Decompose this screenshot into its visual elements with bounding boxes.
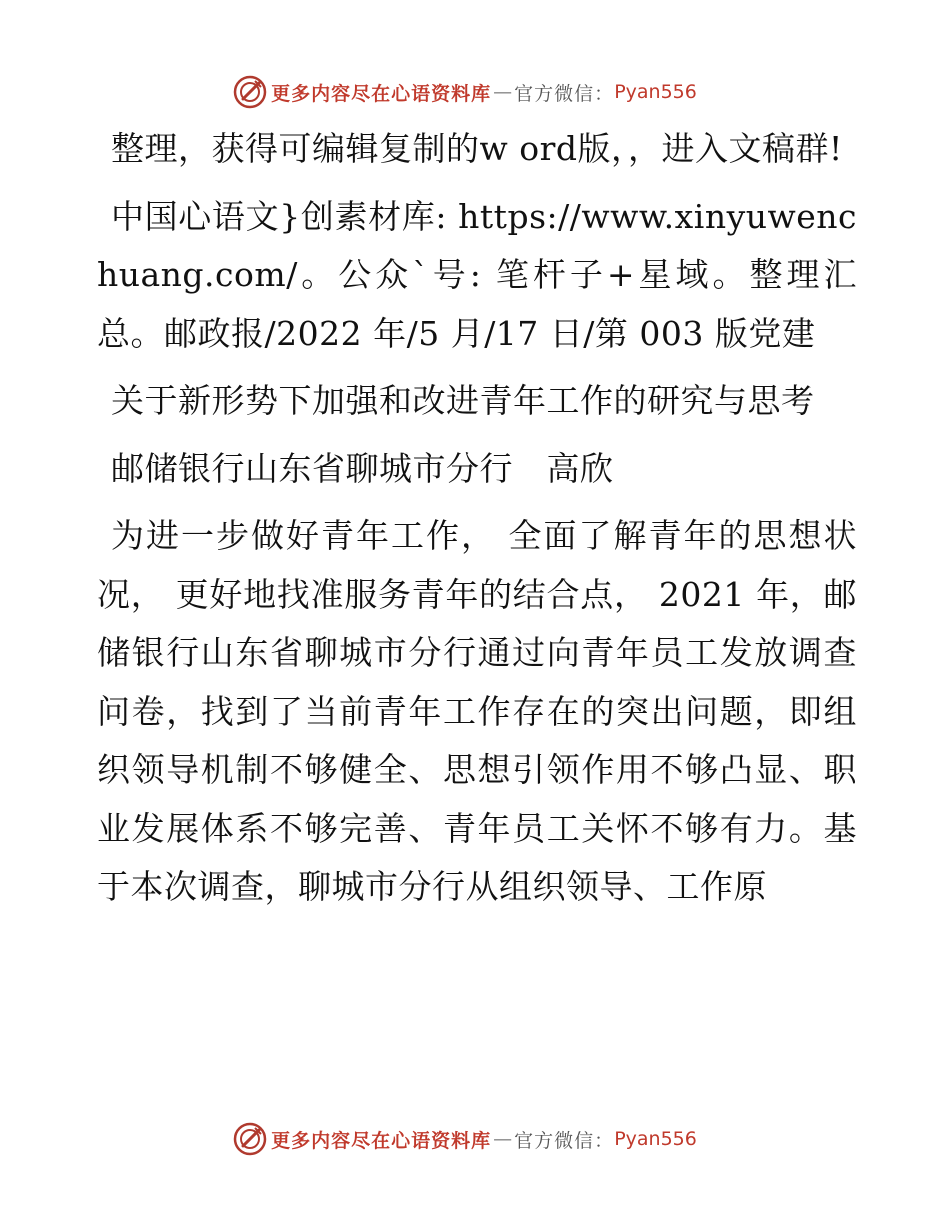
paragraph-note: 整理，获得可编辑复制的w ord版，，进入文稿群! <box>111 129 843 168</box>
watermark-separator: — <box>493 1128 513 1150</box>
article-author: 邮储银行山东省聊城市分行 高欣 <box>111 448 614 488</box>
watermark-text: 更多内容尽在心语资料库 <box>271 1129 492 1152</box>
document-body <box>97 120 857 926</box>
watermark-text: 更多内容尽在心语资料库 <box>271 82 492 105</box>
seal-logo-icon <box>233 1122 267 1156</box>
watermark-wechat-id: Pyan556 <box>614 1128 697 1150</box>
watermark-separator: — <box>493 81 513 103</box>
seal-logo-icon <box>233 75 267 109</box>
footer-watermark <box>0 1119 950 1159</box>
watermark-wechat-label: 官方微信： <box>514 82 615 105</box>
paragraph-body: 为进一步做好青年工作， 全面了解青年的思想状况， 更好地找准服务青年的结合点， 2021 年，邮储银行山东省聊城市分行通过向青年员工发放调查问卷，找到了当前青年工作存在的突出问题，即组织领导机制不够健全、思想引领作用不够凸显、职业发展体系不够完善、青年员工关怀不够有力。基于本次调查，聊城市分行从组织领导、工作原 <box>97 516 857 906</box>
watermark-wechat-id: Pyan556 <box>614 81 697 103</box>
header-watermark <box>0 72 950 112</box>
watermark-wechat-label: 官方微信： <box>514 1129 615 1152</box>
article-title: 关于新形势下加强和改进青年工作的研究与思考 <box>111 381 815 420</box>
paragraph-source: 中国心语文}创素材库: https://www.xinyuwenchuang.com/。公众`号: 笔杆子+星域。整理汇总。邮政报/2022 年/5 月/17 日/第 003 版党建 <box>97 196 857 353</box>
